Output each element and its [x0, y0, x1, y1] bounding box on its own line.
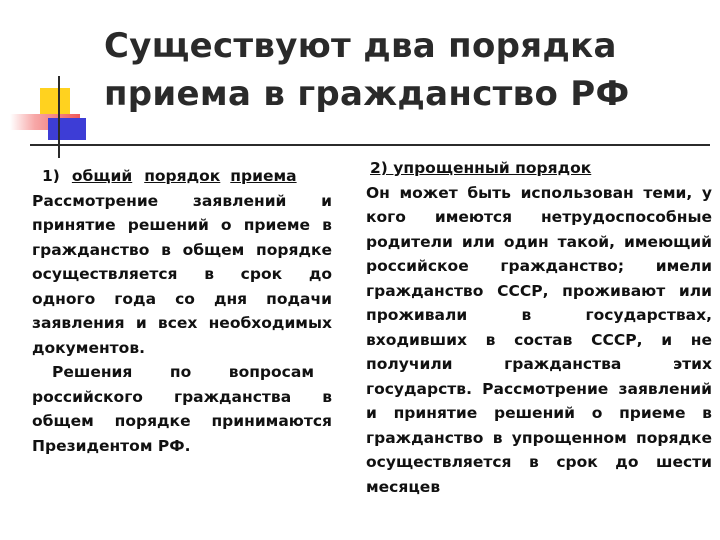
text-line: кого имеются нетрудоспособные	[366, 208, 712, 226]
simplified-procedure-column	[366, 156, 712, 499]
text-line: и принятие решений о приеме в	[366, 404, 712, 422]
heading-word: приема	[230, 167, 297, 185]
text-line: принятие решений о приеме в	[32, 216, 332, 234]
text-line: гражданство в упрощенном порядке	[366, 428, 712, 447]
text-line: месяцев	[366, 477, 441, 496]
text-line: Он может быть использован теми, у	[366, 183, 712, 202]
heading-number: 1)	[42, 167, 60, 185]
title-line-2: приема в гражданство РФ	[104, 74, 630, 114]
text-line: заявления и всех необходимых	[32, 314, 332, 332]
heading-word: порядок	[144, 167, 221, 185]
text-line: Президентом РФ.	[32, 436, 191, 455]
general-procedure-heading	[32, 164, 332, 189]
decor-horizontal-rule	[30, 144, 710, 146]
text-line: российское гражданство; имели	[366, 257, 712, 275]
general-procedure-column	[32, 164, 332, 458]
text-line: Рассмотрение заявлений и	[32, 191, 332, 210]
text-line: гражданство в общем порядке	[32, 240, 332, 259]
text-line: родители или один такой, имеющий	[366, 232, 712, 251]
text-line: Решения по вопросам	[52, 363, 314, 381]
text-line: входивших в состав СССР, и не	[366, 330, 712, 349]
slide-title	[104, 22, 704, 118]
title-line-1: Существуют два порядка	[104, 26, 617, 66]
text-line: получили гражданства этих	[366, 355, 712, 373]
text-line: гражданство СССР, проживают или	[366, 281, 712, 300]
heading-word: общий	[71, 167, 133, 185]
text-line: осуществляется в срок до шести	[366, 453, 712, 471]
text-line: общем порядке принимаются	[32, 412, 332, 430]
text-line: государств. Рассмотрение заявлений	[366, 379, 712, 398]
text-line: проживали в государствах,	[366, 306, 712, 324]
text-line: документов.	[32, 338, 146, 357]
text-line: одного года со дня подачи	[32, 289, 332, 308]
decor-blue-square	[48, 118, 86, 140]
text-line: российского гражданства в	[32, 387, 332, 406]
text-line: осуществляется в срок до	[32, 265, 332, 283]
simplified-procedure-heading: 2) упрощенный порядок	[370, 159, 592, 177]
